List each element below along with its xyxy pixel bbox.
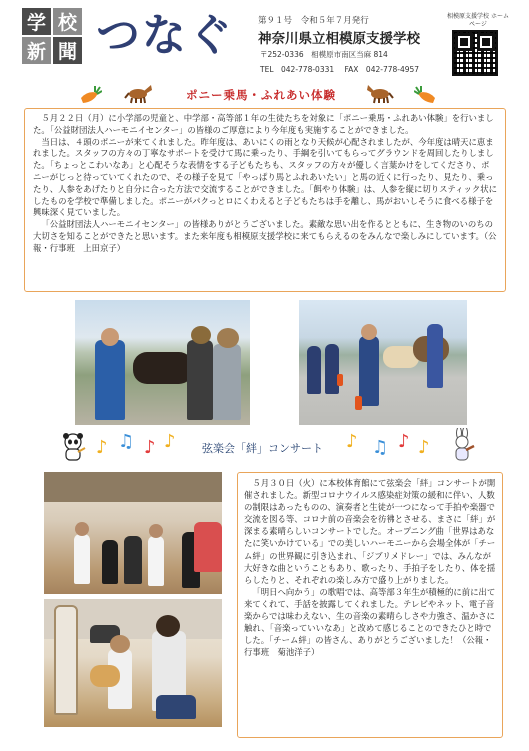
article-paragraph: 「明日へ向かう」の歌唱では、高等部３年生が積極的に前に出て来てくれて、手話を披露してくれました。テレビやネット、電子音楽からでは味わえない、生の音楽の素晴らしさや力強さ、温かさに触れ、「音楽っていいなあ」と改めて感じることのできたひと時でした。「チーム絆」の皆さん、ありがとうございました！（公報・行事班 菊池洋子）	[244, 586, 496, 658]
music-note-icon: ♫	[118, 431, 135, 452]
article-paragraph: ５月３０日（火）に本校体育館にて弦楽会「絆」コンサートが開催されました。新型コロナウイルス感染症対策の緩和に伴い、人数の制限はあったものの、演奏者と生徒が一つになって手拍や楽器で交流を図る等、コロナ前の音楽会を彷彿とさせる、まさに「絆」が深まる素晴らしいコンサートでした。オープニング曲「世界はあなたに笑いかけている」での美しいハーモニーから会場全体が「チーム絆」の世界観に引き込まれ、「ジブリメドレー」では、みんなが大好きな曲ということもあり、歌ったり、手拍子をしたり、体を揺らしたりと、それぞれの楽しみ方で盛り上がりました。	[244, 478, 496, 585]
section-2-title: 弦楽会「絆」コンサート	[202, 442, 323, 455]
pony-right-icon	[365, 82, 395, 104]
music-note-icon: ♪	[96, 437, 108, 458]
qr-label: 相模原支援学校 ホームページ	[447, 13, 509, 28]
section-2-article	[237, 472, 503, 738]
fax-number: FAX 042-778-4957	[344, 65, 420, 74]
rabbit-violinist-icon	[448, 428, 476, 462]
music-note-icon: ♪	[346, 431, 358, 452]
concert-percussion-photo	[44, 599, 222, 727]
article-paragraph: 「公益財団法人ハーモニイセンター」の皆様ありがとうございました。素敵な思い出を作るとともに、生き物のいのちの大切さを知ることができたと思います。また来年度も相模原支援学校に来てもらえるのをみんなで楽しみにしています。（公報・行事班 上田京子）	[33, 219, 497, 253]
section-1-title: ポニー乗馬・ふれあい体験	[186, 88, 336, 102]
concert-stage-photo	[44, 472, 222, 594]
article-paragraph: ５月２２日（月）に小学部の児童と、中学部・高等部１年の生徒たちを対象に「ポニー乗馬・ふれあい体験」を行いました。「公益財団法人ハーモニイセンター」の皆様のご厚意により今年度も実施することができました。	[33, 113, 494, 135]
school-address: 〒252-0336 相模原市南区当麻 814	[260, 50, 388, 59]
music-note-icon: ♪	[164, 431, 176, 452]
issue-number: 第９１号	[258, 16, 293, 26]
article-paragraph: 当日は、４頭のポニーが来てくれました。昨年度は、あいにくの雨となり天候が心配されましたが、今年度は晴天に恵まれました。スタッフの方々の丁寧なサポートを受けて馬に乗ったり、手綱を引いてもらってグラウンドを周回したりしました。「ちょっとこわいなあ」と心配そうな表情をする子どもたちも、スタッフの方々が優しく言葉かけをしてくださり、ポニーがじっと待っていてくれたので、その様子を見て「やっぱり馬とふれあいたい」と馬の近くに行ったり、見たり、乗ったり、人参をあげたりと自分に合った方法で交流することができました。「餌やり体験」は、人参を縦に切りスティック状にしたものを学校で準備しました。ポニーがパクっとロにくわえると子どもたちは手を離し、馬がおいしそうに食べる様子を興味深く見ていました。	[33, 136, 497, 218]
school-contact	[260, 64, 427, 75]
pony-riding-photo	[299, 300, 467, 425]
school-name: 神奈川県立相模原支援学校	[258, 31, 420, 47]
music-note-icon: ♪	[144, 437, 156, 458]
section-1-article	[24, 108, 506, 292]
logo-kanji-3: 新	[22, 37, 51, 64]
issue-date: 令和５年７月発行	[300, 16, 369, 26]
carrot-icon	[414, 84, 438, 106]
qr-code-icon[interactable]	[452, 30, 498, 76]
issue-info	[258, 14, 369, 26]
music-note-icon: ♪	[398, 431, 410, 452]
newsletter-title: つなぐ	[96, 10, 234, 61]
panda-icon	[60, 432, 86, 462]
logo-kanji-4: 聞	[53, 37, 82, 64]
logo-kanji-1: 学	[22, 8, 51, 35]
masthead-logo	[22, 8, 82, 62]
pony-feeding-photo	[75, 300, 250, 425]
tel-number: TEL 042-778-0331	[260, 65, 335, 74]
music-note-icon: ♫	[372, 437, 389, 458]
music-note-icon: ♪	[418, 437, 430, 458]
section-2-header	[60, 428, 480, 464]
logo-kanji-2: 校	[53, 8, 82, 35]
